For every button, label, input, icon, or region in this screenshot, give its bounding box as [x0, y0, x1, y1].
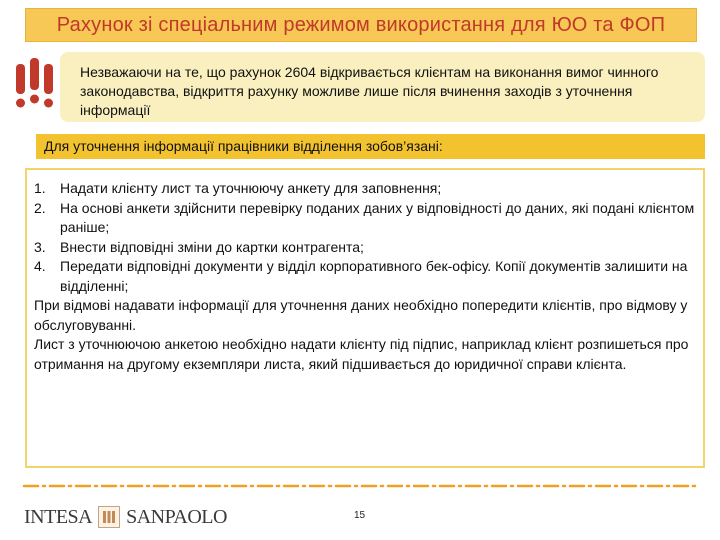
section-subheading: Для уточнення інформації працівники відділення зобов’язані: — [36, 134, 705, 159]
exclamation-marks-icon — [14, 58, 56, 112]
list-item-number: 4. — [34, 258, 46, 274]
list-item-number: 3. — [34, 238, 46, 255]
list-item — [34, 199, 695, 238]
page-title: Рахунок зі спеціальним режимом використання для ЮО та ФОП — [56, 13, 666, 36]
intesa-sanpaolo-logo-icon — [98, 506, 120, 528]
logo-text-left: INTESA — [24, 505, 93, 528]
logo-text-right: SANPAOLO — [126, 505, 227, 528]
refusal-paragraph: При відмові надавати інформації для уточнення даних необхідно попередити клієнтів, про відмову у обслуговуванні. — [34, 297, 688, 333]
list-item-text: Передати відповідні документи у відділ корпоративного бек-офісу. Копії документів залишити на відділенні; — [60, 258, 688, 294]
list-item — [34, 238, 695, 258]
content-box — [25, 168, 705, 468]
list-item — [34, 179, 695, 199]
steps-list — [34, 179, 695, 296]
list-item-number: 1. — [34, 180, 46, 196]
list-item-number: 2. — [34, 199, 46, 216]
notice-box: Незважаючи на те, що рахунок 2604 відкривається клієнтам на виконання вимог чинного законодавства, відкриття рахунку можливе лише після вчинення заходів з уточнення інформації — [60, 52, 705, 122]
list-item — [34, 257, 695, 296]
list-item-text: Внести відповідні зміни до картки контрагента; — [60, 238, 364, 255]
list-item-text: На основі анкети здійснити перевірку поданих даних у відповідності до даних, які подані клієнтом раніше; — [60, 199, 695, 235]
signature-paragraph: Лист з уточнюючою анкетою необхідно надати клієнту під підпис, наприклад клієнт розпишеться про отримання на другому екземпляри листа, який підшивається до юридичної справи клієнта. — [34, 336, 689, 372]
intesa-sanpaolo-logo — [24, 504, 227, 530]
title-bar — [25, 8, 697, 42]
page-number: 15 — [354, 510, 366, 521]
footer-divider — [20, 482, 700, 490]
list-item-text: Надати клієнту лист та уточнюючу анкету для заповнення; — [60, 180, 442, 196]
